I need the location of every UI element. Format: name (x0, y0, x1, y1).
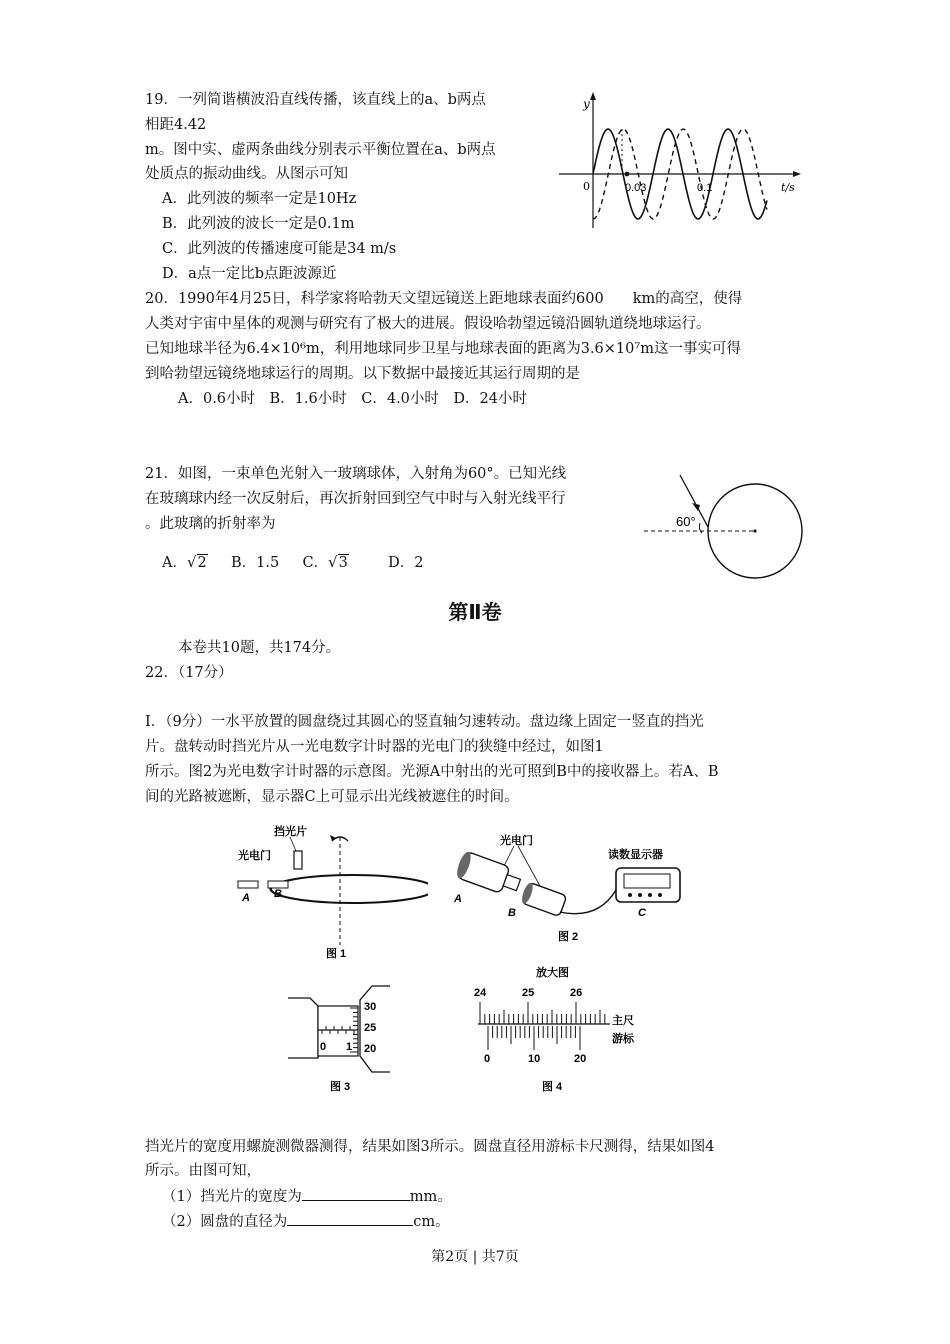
shutter-width-blank[interactable] (302, 1186, 410, 1201)
sub1-prefix: （1）挡光片的宽度为 (162, 1189, 302, 1205)
q20-line1: 20．1990年4月25日，科学家将哈勃天文望远镜送上距地球表面约600 km的高空，使得 (145, 291, 743, 307)
q21-option-d: D．2 (388, 555, 424, 571)
q21-options: A．√2 B．1.5 C．√3 D．2 (162, 553, 424, 571)
shutter-plate (294, 851, 302, 869)
fig1-caption: 图 1 (326, 948, 347, 960)
thimble-25-label: 25 (364, 1022, 377, 1034)
light-gate-a (238, 881, 258, 888)
fig2-gate-label: 光电门 (500, 835, 533, 847)
fig3-caption: 图 3 (330, 1081, 351, 1093)
section-title: 第Ⅱ卷 (448, 602, 502, 624)
q22-subquestion-2 (162, 1211, 450, 1232)
q21-line2: 在玻璃球内经一次反射后，再次折射回到空气中时与入射光线平行 (145, 491, 566, 507)
figure-3-micrometer (280, 976, 410, 1096)
section-intro: 本卷共10题，共174分。 (178, 640, 341, 656)
q19-stem-line4: 处质点的振动曲线。从图示可知 (145, 166, 348, 182)
vernier-20-label: 20 (574, 1053, 587, 1065)
main-26-label: 26 (570, 987, 583, 999)
fig2-caption: 图 2 (558, 931, 579, 943)
main-24-label: 24 (474, 987, 487, 999)
thimble-30-label: 30 (364, 1001, 377, 1013)
main-25-label: 25 (522, 987, 535, 999)
axis-y-label: y (583, 97, 590, 111)
fig2-c-label: C (638, 907, 646, 919)
vernier-scale-label: 游标 (612, 1033, 634, 1045)
fig2-display-label: 读数显示器 (608, 849, 663, 861)
sub2-unit: cm。 (413, 1214, 450, 1230)
q19-stem-line2: 相距4.42 (145, 117, 207, 133)
q19-option-c: C．此列波的传播速度可能是34 m/s (162, 241, 397, 257)
q21-line1: 21．如图，一束单色光射入一玻璃球体，入射角为60°。已知光线 (145, 466, 567, 482)
fig4-caption: 图 4 (542, 1081, 563, 1093)
q22-para-line4: 间的光路被遮断，显示器C上可显示出光线被遮住的时间。 (145, 789, 519, 805)
main-scale-label: 主尺 (612, 1015, 634, 1027)
q20-line3: 已知地球半径为6.4×10⁶m，利用地球同步卫星与地球表面的距离为3.6×10⁷m这一事实可得 (145, 341, 741, 357)
vernier-10-label: 10 (528, 1053, 541, 1065)
tick-003-label: 0.03 (625, 182, 647, 194)
q20-line4: 到哈勃望远镜绕地球运行的周期。以下数据中最接近其运行周期的是 (145, 366, 580, 382)
q19-stem-line3: m。图中实、虚两条曲线分别表示平衡位置在a、b两点 (145, 142, 496, 158)
tick-01-label: 0.1 (697, 182, 713, 194)
sub2-prefix: （2）圆盘的直径为 (162, 1214, 288, 1230)
q21-glass-sphere-figure (640, 465, 810, 590)
q22-after-line1: 挡光片的宽度用螺旋测微器测得，结果如图3所示。圆盘直径用游标卡尺测得，结果如图4 (145, 1139, 715, 1155)
q21-option-b: B．1.5 (231, 555, 280, 571)
thimble-20-label: 20 (364, 1043, 377, 1055)
q21-option-a-radicand: 2 (197, 555, 207, 571)
fig2-a-label: A (454, 893, 462, 905)
q22-para-line1: I．（9分）一水平放置的圆盘绕过其圆心的竖直轴匀速转动。盘边缘上固定一竖直的挡光 (145, 714, 704, 730)
sub1-unit: mm。 (409, 1189, 452, 1205)
disk-ellipse (271, 875, 428, 903)
q22-para-line3: 所示。图2为光电数字计时器的示意图。光源A中射出的光可照到B中的接收器上。若A、B (145, 764, 719, 780)
fig4-title: 放大图 (536, 967, 569, 979)
q20-line2: 人类对宇宙中星体的观测与研究有了极大的进展。假设哈勃望远镜沿圆轨道绕地球运行。 (145, 316, 711, 332)
fig1-b-label: B (274, 888, 282, 900)
figure-4-vernier-caliper (460, 962, 680, 1097)
q19-option-a: A．此列波的频率一定是10Hz (162, 191, 357, 207)
sleeve-0-label: 0 (320, 1041, 327, 1053)
q21-option-c-radicand: 3 (338, 555, 348, 571)
q22-header: 22．（17分） (145, 665, 233, 681)
q21-line3: 。此玻璃的折射率为 (145, 516, 276, 532)
q22-subquestion-1 (162, 1186, 452, 1207)
fig1-shutter-label: 挡光片 (274, 826, 307, 838)
fig1-gate-label: 光电门 (238, 850, 271, 862)
q19-vibration-graph (555, 88, 805, 238)
figure-2-photogate-timer (448, 830, 708, 950)
q20-options: A．0.6小时 B．1.6小时 C．4.0小时 D．24小时 (178, 391, 527, 407)
q21-option-a: A． (162, 555, 187, 571)
figure-1-rotating-disk (228, 815, 428, 965)
q19-option-b: B．此列波的波长一定是0.1m (162, 216, 355, 232)
q19-option-d: D．a点一定比b点距波源近 (162, 266, 337, 282)
sleeve-1-label: 1 (346, 1041, 353, 1053)
fig2-b-label: B (508, 907, 516, 919)
vernier-0-label: 0 (484, 1053, 491, 1065)
axis-t-label: t/s (781, 181, 795, 194)
disk-diameter-blank[interactable] (287, 1211, 413, 1226)
point-003-marker (625, 172, 630, 177)
q22-after-line2: 所示。由图可知， (145, 1163, 261, 1179)
light-gate-b (268, 881, 288, 888)
q22-para-line2: 片。盘转动时挡光片从一光电数字计时器的光电门的狭缝中经过，如图1 (145, 739, 604, 755)
origin-label: 0 (583, 180, 590, 193)
fig1-a-label: A (242, 892, 250, 904)
page-footer: 第2页 | 共7页 (431, 1249, 519, 1265)
angle-label: 60° (676, 514, 696, 529)
q21-option-c: C． (302, 555, 329, 571)
cable (560, 890, 616, 914)
q19-stem-line1: 19．一列简谐横波沿直线传播，该直线上的a、b两点 (145, 92, 486, 108)
